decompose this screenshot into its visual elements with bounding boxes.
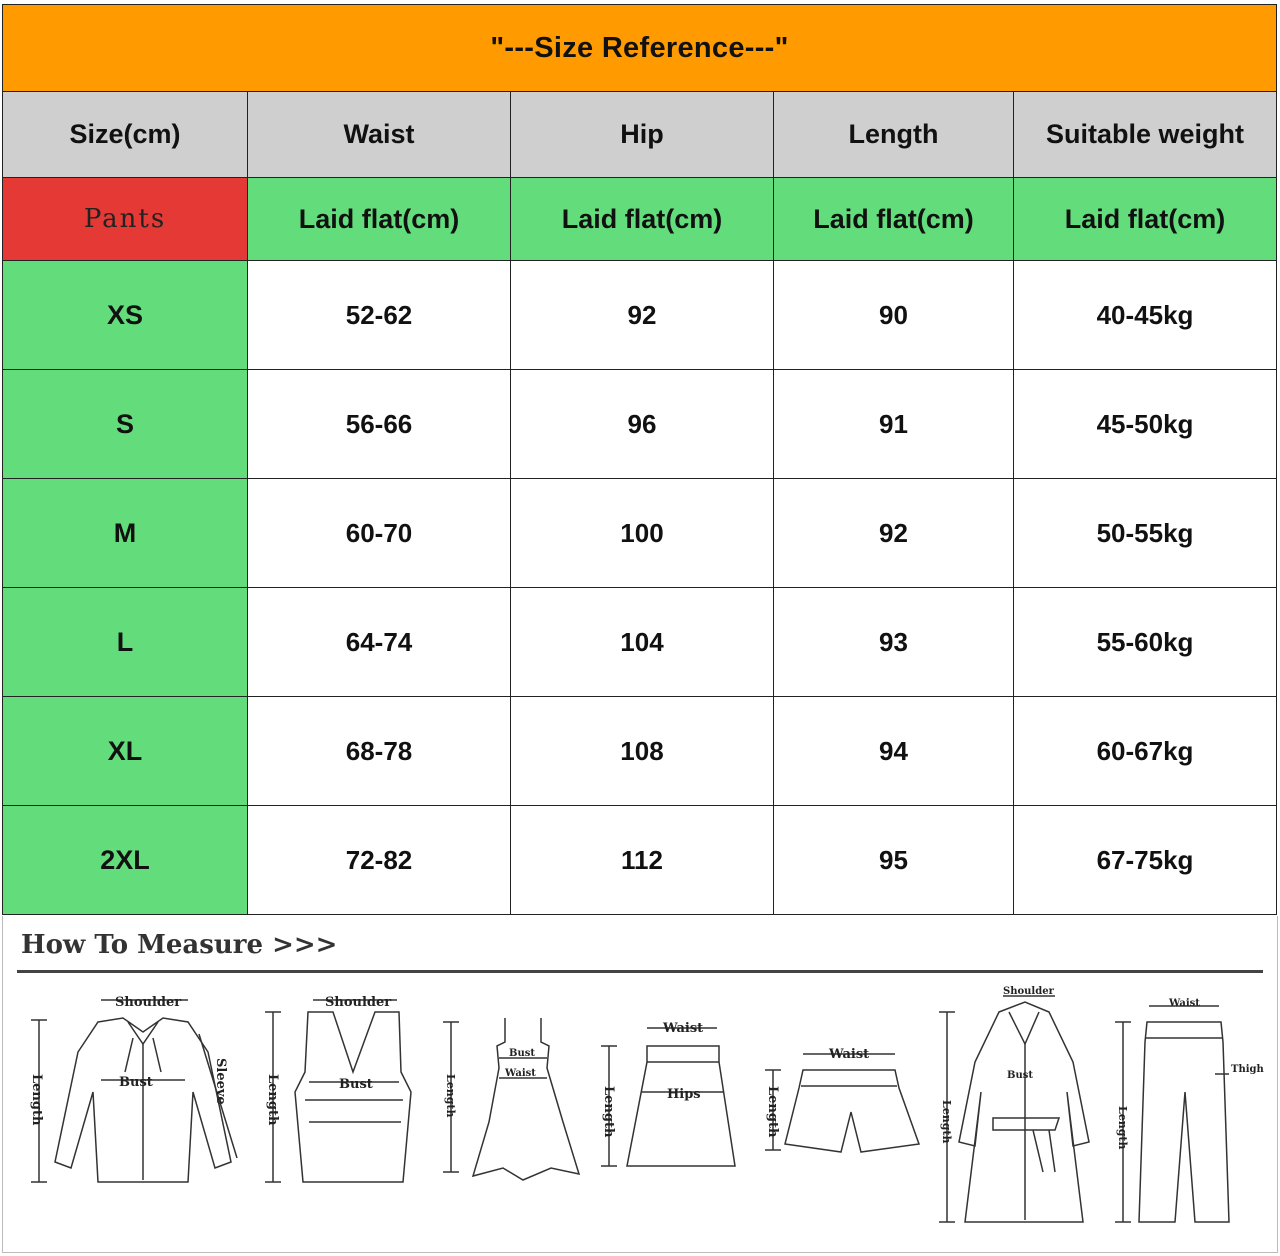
- label-length: Length: [765, 1086, 780, 1138]
- label-bust: Bust: [1007, 1070, 1033, 1081]
- trousers-diagram: [1115, 1006, 1229, 1222]
- label-length: Length: [940, 1100, 953, 1144]
- size-reference-table: [2, 4, 1277, 915]
- units-row: [3, 178, 1277, 261]
- weight-cell: 60-67kg: [1014, 697, 1277, 806]
- header-hip: Hip: [511, 92, 774, 178]
- label-thigh: Thigh: [1231, 1064, 1264, 1075]
- header-length: Length: [774, 92, 1014, 178]
- shorts-diagram: [765, 1054, 919, 1152]
- unit-cell: Laid flat(cm): [248, 178, 511, 261]
- hip-cell: 104: [511, 588, 774, 697]
- table-row: [3, 588, 1277, 697]
- header-waist: Waist: [248, 92, 511, 178]
- how-to-measure-title: How To Measure >>>: [21, 930, 338, 960]
- label-shoulder: Shoulder: [1003, 986, 1054, 997]
- label-hips: Hips: [667, 1087, 701, 1102]
- label-length: Length: [444, 1074, 457, 1118]
- table-row: [3, 370, 1277, 479]
- weight-cell: 40-45kg: [1014, 261, 1277, 370]
- table-row: [3, 479, 1277, 588]
- header-size: Size(cm): [3, 92, 248, 178]
- label-waist: Waist: [663, 1021, 704, 1036]
- length-cell: 90: [774, 261, 1014, 370]
- tank-top-diagram: [265, 1000, 411, 1182]
- label-shoulder: Shoulder: [325, 995, 392, 1010]
- header-row: [3, 92, 1277, 178]
- waist-cell: 68-78: [248, 697, 511, 806]
- size-cell: XL: [3, 697, 248, 806]
- size-cell: M: [3, 479, 248, 588]
- measurement-diagrams: [3, 982, 1277, 1252]
- divider: [17, 970, 1263, 973]
- table-row: [3, 697, 1277, 806]
- label-length: Length: [29, 1074, 44, 1126]
- weight-cell: 55-60kg: [1014, 588, 1277, 697]
- length-cell: 94: [774, 697, 1014, 806]
- hip-cell: 108: [511, 697, 774, 806]
- label-bust: Bust: [339, 1077, 373, 1092]
- label-shoulder: Shoulder: [115, 995, 182, 1010]
- weight-cell: 67-75kg: [1014, 806, 1277, 915]
- how-to-measure-section: [2, 916, 1278, 1253]
- table-row: [3, 261, 1277, 370]
- table-row: [3, 806, 1277, 915]
- unit-cell: Laid flat(cm): [1014, 178, 1277, 261]
- size-cell: L: [3, 588, 248, 697]
- size-cell: S: [3, 370, 248, 479]
- waist-cell: 72-82: [248, 806, 511, 915]
- label-length: Length: [601, 1086, 616, 1138]
- blouse-diagram: [31, 1000, 237, 1182]
- header-weight: Suitable weight: [1014, 92, 1277, 178]
- weight-cell: 50-55kg: [1014, 479, 1277, 588]
- label-sleeve: Sleeve: [213, 1058, 228, 1105]
- label-waist: Waist: [505, 1068, 536, 1079]
- unit-cell: Laid flat(cm): [774, 178, 1014, 261]
- waist-cell: 60-70: [248, 479, 511, 588]
- length-cell: 95: [774, 806, 1014, 915]
- label-bust: Bust: [509, 1048, 535, 1059]
- label-waist: Waist: [829, 1047, 870, 1062]
- length-cell: 93: [774, 588, 1014, 697]
- waist-cell: 52-62: [248, 261, 511, 370]
- label-waist: Waist: [1169, 998, 1200, 1009]
- table-title: "---Size Reference---": [3, 5, 1277, 92]
- waist-cell: 56-66: [248, 370, 511, 479]
- waist-cell: 64-74: [248, 588, 511, 697]
- category-pants: Pants: [3, 178, 248, 261]
- hip-cell: 92: [511, 261, 774, 370]
- label-length: Length: [265, 1074, 280, 1126]
- label-bust: Bust: [119, 1075, 153, 1090]
- size-cell: 2XL: [3, 806, 248, 915]
- unit-cell: Laid flat(cm): [511, 178, 774, 261]
- hip-cell: 100: [511, 479, 774, 588]
- size-cell: XS: [3, 261, 248, 370]
- dress-diagram: [443, 1018, 579, 1180]
- trench-coat-diagram: [939, 996, 1089, 1222]
- hip-cell: 96: [511, 370, 774, 479]
- label-length: Length: [1116, 1106, 1129, 1150]
- hip-cell: 112: [511, 806, 774, 915]
- weight-cell: 45-50kg: [1014, 370, 1277, 479]
- length-cell: 92: [774, 479, 1014, 588]
- length-cell: 91: [774, 370, 1014, 479]
